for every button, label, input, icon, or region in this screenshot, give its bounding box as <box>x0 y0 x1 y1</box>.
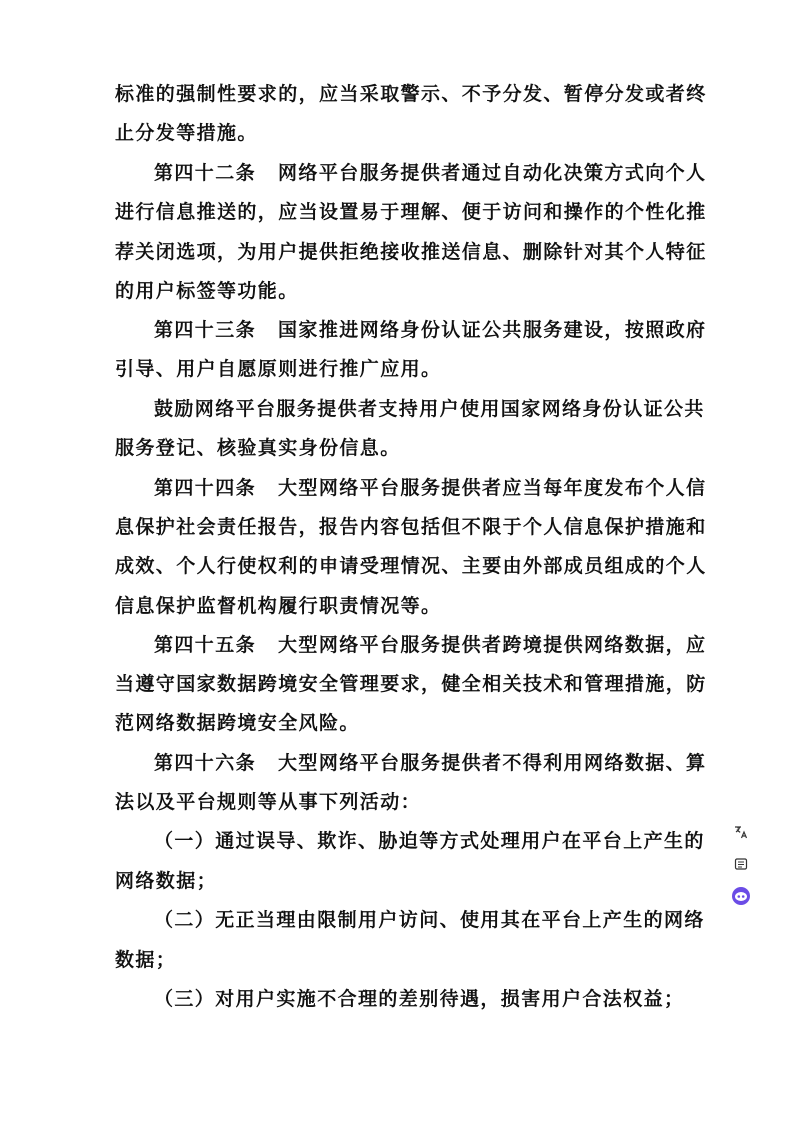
article-number: 第四十三条 <box>154 319 257 341</box>
text-line: 范网络数据跨境安全风险。 <box>115 712 360 734</box>
text-line: 服务登记、核验真实身份信息。 <box>115 437 401 459</box>
text-line: 鼓励网络平台服务提供者支持用户使用国家网络身份认证公共 <box>154 398 705 420</box>
text-line: 数据； <box>115 949 177 971</box>
list-item: （一）通过误导、欺诈、胁迫等方式处理用户在平台上产生的 <box>154 830 705 852</box>
text-line: 网络平台服务提供者通过自动化决策方式向个人 <box>278 162 707 184</box>
text-line: 成效、个人行使权利的申请受理情况、主要由外部成员组成的个人 <box>115 555 707 577</box>
translate-button[interactable] <box>727 818 755 846</box>
text-line: 进行信息推送的，应当设置易于理解、便于访问和操作的个性化推 <box>115 201 707 223</box>
article-42 <box>154 161 706 185</box>
text-line: 息保护社会责任报告，报告内容包括但不限于个人信息保护措施和 <box>115 516 707 538</box>
ocr-button[interactable] <box>727 850 755 878</box>
article-number: 第四十四条 <box>154 477 257 499</box>
list-item: （二）无正当理由限制用户访问、使用其在平台上产生的网络 <box>154 909 705 931</box>
text-line: 引导、用户自愿原则进行推广应用。 <box>115 358 442 380</box>
article-44 <box>154 476 706 500</box>
ai-assistant-icon <box>730 885 752 907</box>
text-line: 止分发等措施。 <box>115 122 258 144</box>
text-line: 的用户标签等功能。 <box>115 280 299 302</box>
article-number: 第四十二条 <box>154 162 257 184</box>
text-line: 荐关闭选项，为用户提供拒绝接收推送信息、删除针对其个人特征 <box>115 241 707 263</box>
translate-icon <box>733 824 749 840</box>
article-43 <box>154 318 706 342</box>
article-45 <box>154 633 706 657</box>
text-line: 标准的强制性要求的，应当采取警示、不予分发、暂停分发或者终 <box>115 83 707 105</box>
text-line: 当遵守国家数据跨境安全管理要求，健全相关技术和管理措施，防 <box>115 673 707 695</box>
text-line: 国家推进网络身份认证公共服务建设，按照政府 <box>278 319 707 341</box>
article-46 <box>154 751 706 775</box>
text-line: 大型网络平台服务提供者不得利用网络数据、算 <box>278 752 707 774</box>
text-recognition-icon <box>733 856 749 872</box>
text-line: 网络数据； <box>115 870 218 892</box>
article-number: 第四十五条 <box>154 634 257 656</box>
assistant-button[interactable] <box>727 882 755 910</box>
text-line: 大型网络平台服务提供者跨境提供网络数据，应 <box>278 634 707 656</box>
text-line: 法以及平台规则等从事下列活动： <box>115 791 422 813</box>
article-number: 第四十六条 <box>154 752 257 774</box>
text-line: 信息保护监督机构履行职责情况等。 <box>115 595 442 617</box>
floating-toolbar <box>724 818 758 910</box>
text-line: 大型网络平台服务提供者应当每年度发布个人信 <box>278 477 707 499</box>
list-item: （三）对用户实施不合理的差别待遇，损害用户合法权益； <box>154 988 685 1010</box>
